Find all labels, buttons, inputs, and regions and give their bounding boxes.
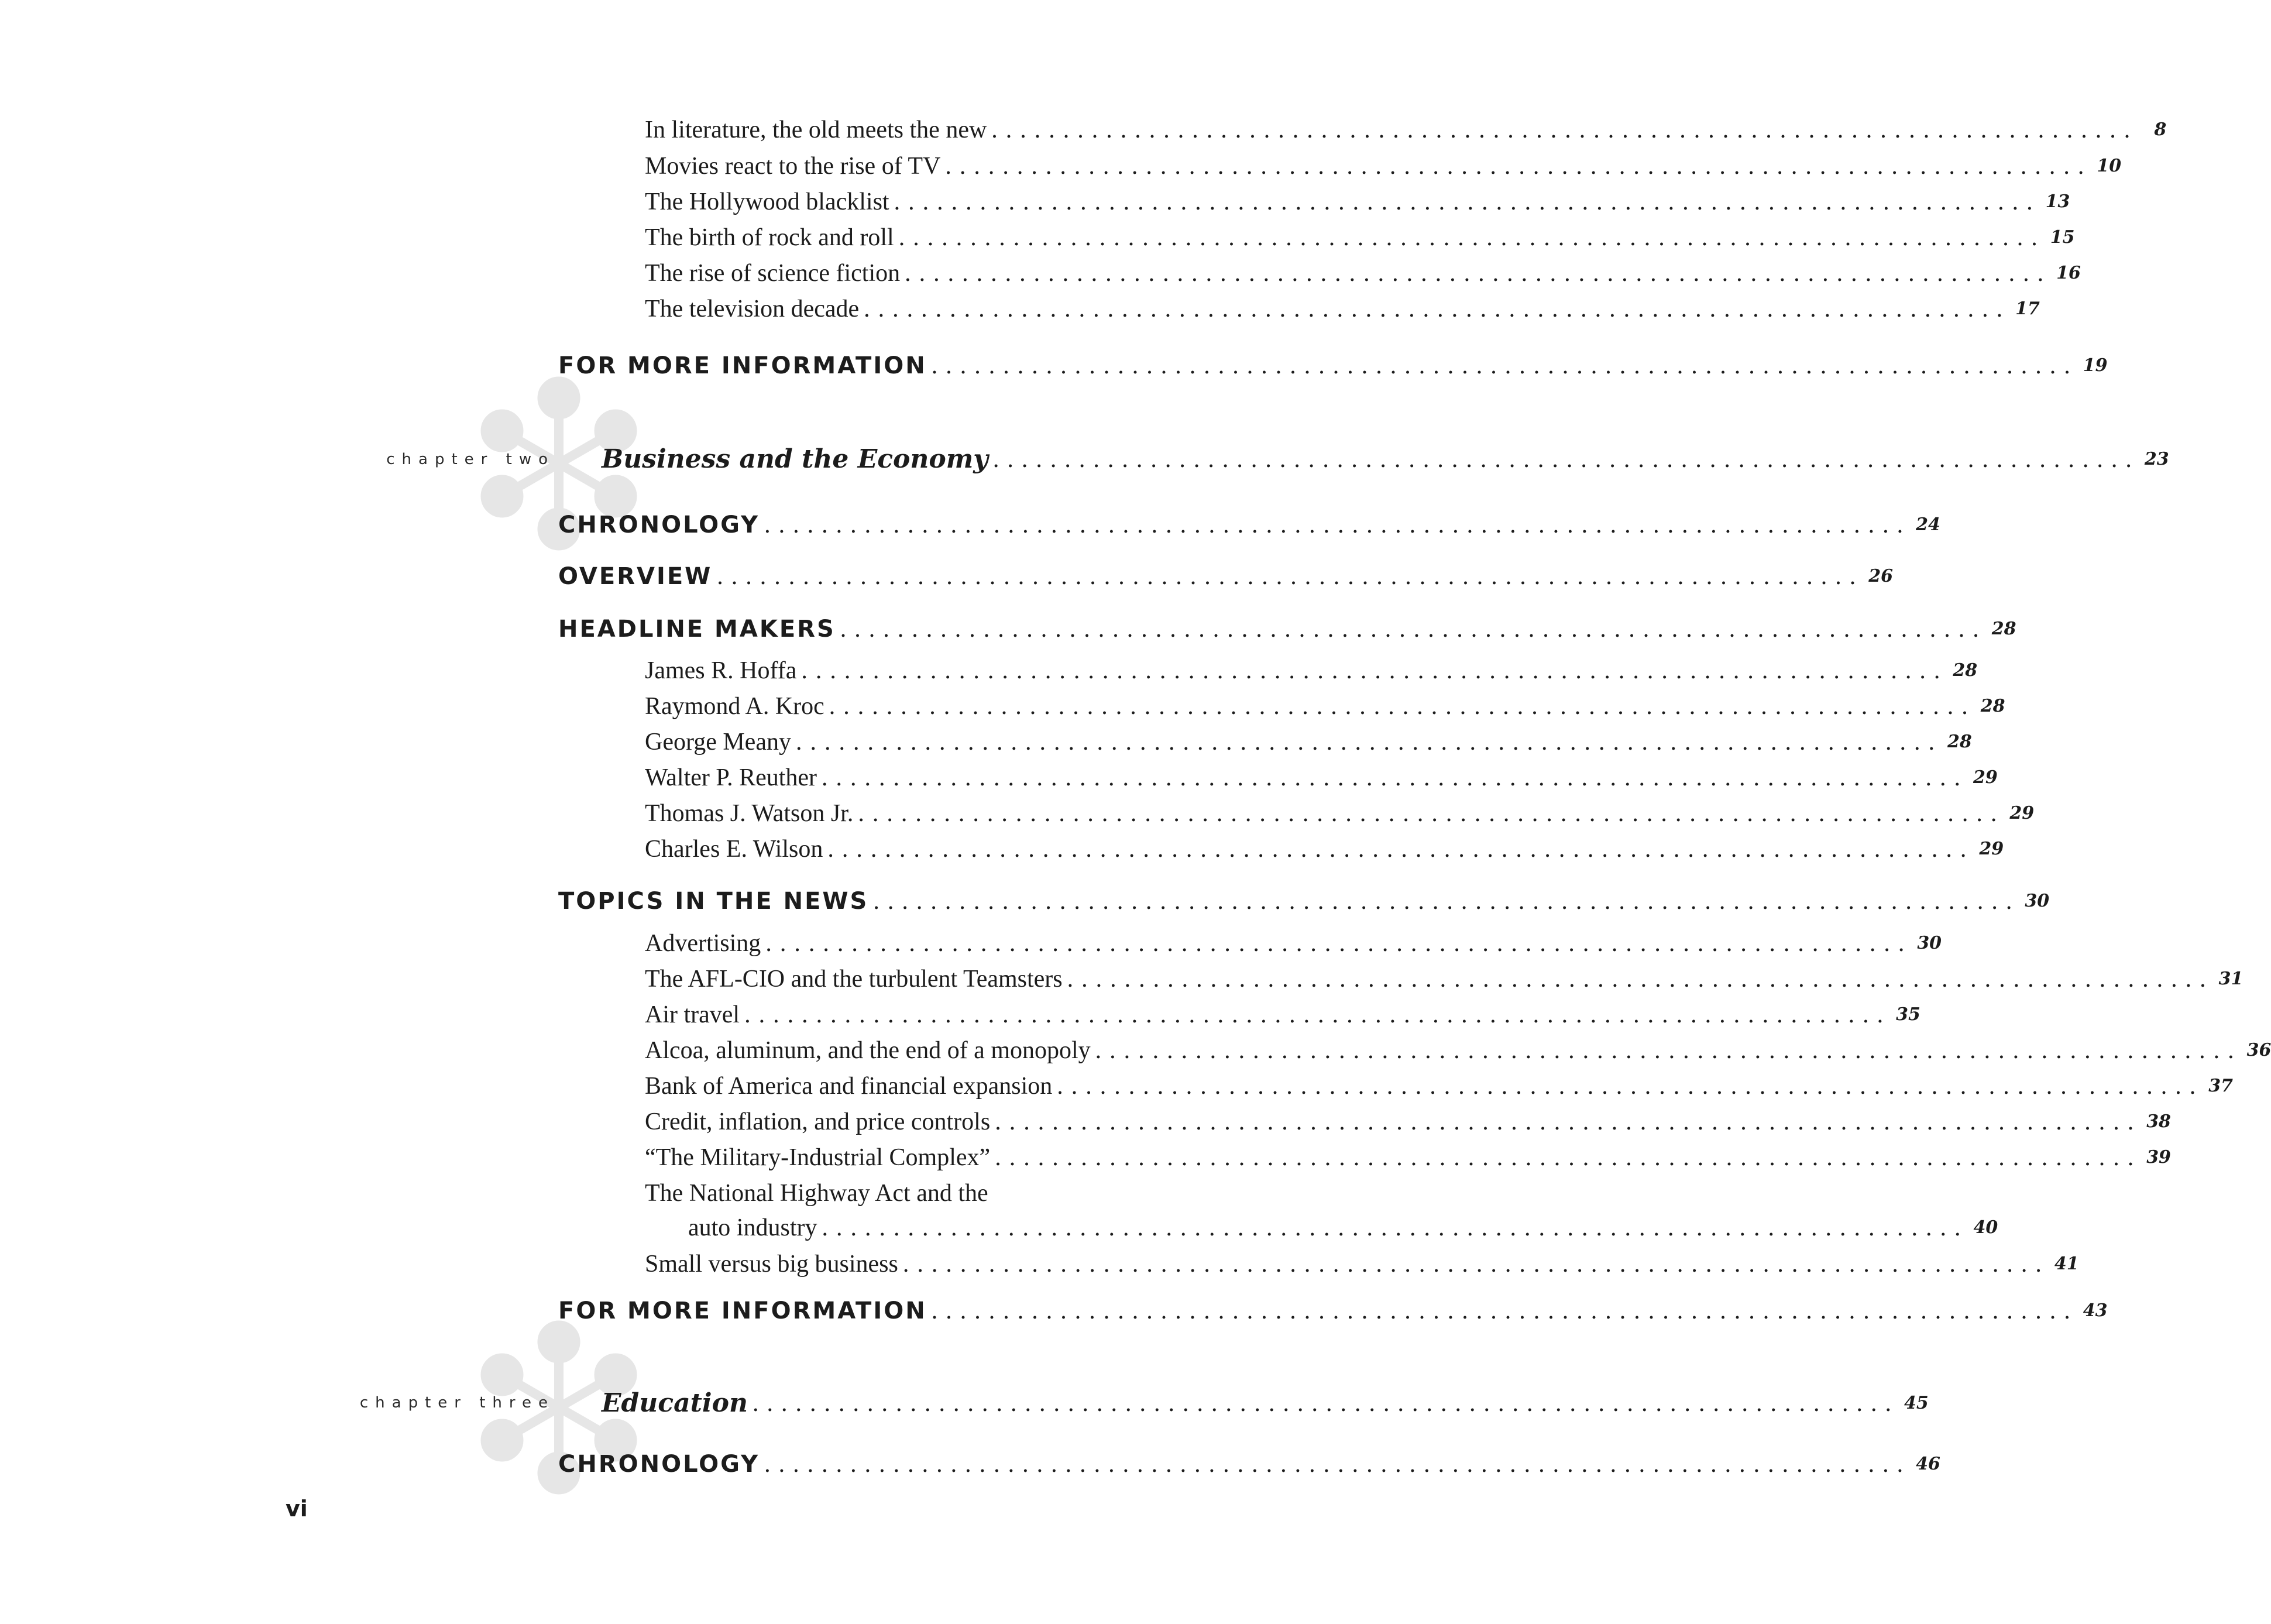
toc-heading-title: TOPICS IN THE NEWS (558, 888, 869, 915)
toc-entry-title: Credit, inflation, and price controls (645, 1108, 991, 1135)
toc-entry-page: 29 (1979, 839, 2004, 859)
toc-entry[interactable] (645, 832, 2004, 867)
chapter-title-text: Business and the Economy (602, 444, 988, 474)
toc-entry-title: Thomas J. Watson Jr. (645, 800, 854, 827)
dot-leader: ................................................................................ (765, 930, 1913, 957)
toc-heading-page: 30 (2025, 891, 2050, 911)
toc-entry-page: 37 (2208, 1076, 2234, 1096)
toc-entry-title: Bank of America and financial expansion (645, 1073, 1053, 1100)
toc-entry-title: The AFL-CIO and the turbulent Teamsters (645, 966, 1063, 993)
page-number: vi (286, 1496, 308, 1522)
toc-entry-continuation[interactable] (688, 1210, 1998, 1245)
dot-leader: ................................................................................ (931, 1297, 2078, 1324)
toc-entry-title: Movies react to the rise of TV (645, 153, 941, 180)
toc-entry-page: 28 (1980, 696, 2005, 716)
toc-heading-page: 46 (1916, 1454, 1940, 1474)
toc-entry-page: 35 (1896, 1004, 1920, 1025)
dot-leader: ................................................................................ (995, 1108, 2142, 1135)
toc-entry-page: 15 (2050, 227, 2075, 248)
dot-leader: ................................................................................ (764, 511, 1912, 538)
toc-heading-title: CHRONOLOGY (558, 1451, 760, 1478)
toc-entry-page: 13 (2045, 191, 2070, 212)
dot-leader: ................................................................................ (931, 352, 2078, 379)
dot-leader: ................................................................................ (795, 729, 1943, 756)
toc-entry-page: 41 (2054, 1254, 2079, 1274)
toc-heading-page: 26 (1868, 566, 1894, 586)
toc-heading-page: 43 (2083, 1300, 2108, 1321)
dot-leader: ................................................................................ (764, 1451, 1912, 1478)
dot-leader: ................................................................................ (827, 836, 1975, 863)
dot-leader: ................................................................................ (801, 657, 1949, 684)
toc-entry-title: James R. Hoffa (645, 657, 797, 684)
toc-section-heading[interactable] (558, 345, 2108, 386)
dot-leader: ................................................................................ (873, 888, 2021, 915)
toc-entry-page: 8 (2154, 119, 2167, 140)
toc-entry-title: Advertising (645, 930, 761, 957)
toc-entry-title: Alcoa, aluminum, and the end of a monopoly (645, 1037, 1091, 1064)
toc-heading-page: 28 (1991, 619, 2016, 639)
toc-heading-title: OVERVIEW (558, 563, 713, 590)
chapter-title-page: 45 (1904, 1393, 1929, 1413)
toc-entry[interactable] (645, 653, 1978, 688)
dot-leader: ................................................................................ (822, 764, 1969, 791)
toc-entry-page: 29 (1973, 767, 1998, 788)
toc-section-heading[interactable] (558, 504, 1940, 545)
dot-leader: ................................................................................ (717, 563, 1864, 590)
toc-entry-title: “The Military-Industrial Complex” (645, 1144, 991, 1171)
toc-entry-page: 29 (2009, 803, 2035, 823)
dot-leader: ................................................................................ (945, 153, 2093, 180)
toc-entry-title: The birth of rock and roll (645, 224, 894, 251)
toc-section-heading[interactable] (558, 556, 1894, 597)
chapter-label: chapter two (386, 451, 555, 468)
dot-leader: ................................................................................ (840, 616, 1987, 643)
toc-entry-page: 10 (2097, 156, 2122, 176)
toc-entry[interactable] (645, 725, 1972, 760)
dot-leader: ................................................................................ (991, 116, 2139, 143)
toc-entry[interactable] (645, 796, 2035, 831)
toc-entry-page: 40 (1973, 1217, 1998, 1238)
toc-entry[interactable] (645, 112, 2167, 147)
toc-heading-title: FOR MORE INFORMATION (558, 1297, 927, 1324)
chapter-title-text: Education (602, 1388, 748, 1418)
toc-entry-title: The National Highway Act and the (645, 1180, 988, 1207)
dot-leader: ................................................................................ (995, 1144, 2142, 1171)
dot-leader: ................................................................................ (829, 693, 1976, 720)
toc-section-heading[interactable] (558, 881, 2050, 922)
dot-leader: ................................................................................ (894, 188, 2041, 215)
toc-entry[interactable] (645, 149, 2122, 184)
toc-entry[interactable] (645, 1033, 2271, 1068)
toc-entry-page: 36 (2246, 1040, 2271, 1060)
toc-entry-title: In literature, the old meets the new (645, 116, 987, 143)
toc-entry-first-line[interactable] (645, 1176, 1132, 1211)
toc-entry[interactable] (645, 997, 1920, 1032)
toc-entry[interactable] (645, 962, 2243, 997)
toc-entry[interactable] (645, 291, 2040, 327)
dot-leader: ................................................................................ (898, 224, 2046, 251)
toc-entry[interactable] (645, 184, 2070, 219)
toc-entry-title: The Hollywood blacklist (645, 188, 889, 215)
toc-entry[interactable] (645, 760, 1998, 795)
toc-entry-title: The television decade (645, 296, 860, 322)
chapter-title[interactable] (602, 436, 2169, 483)
dot-leader: ................................................................................ (1095, 1037, 2242, 1064)
dot-leader: ................................................................................ (752, 1390, 1899, 1417)
toc-entry-page: 17 (2015, 298, 2040, 319)
dot-leader: ................................................................................ (744, 1001, 1892, 1028)
toc-entry[interactable] (645, 220, 2075, 255)
toc-entry-page: 28 (1947, 732, 1972, 752)
toc-heading-page: 24 (1916, 514, 1940, 535)
toc-section-heading[interactable] (558, 1290, 2108, 1331)
toc-section-heading[interactable] (558, 609, 2016, 650)
dot-leader: ................................................................................ (864, 296, 2011, 322)
toc-entry-page: 30 (1917, 933, 1942, 953)
toc-entry-title: Raymond A. Kroc (645, 693, 824, 720)
toc-entry[interactable] (645, 1104, 2171, 1139)
toc-entry-page: 31 (2218, 969, 2243, 989)
toc-entry-page: 16 (2056, 263, 2081, 283)
dot-leader: ................................................................................ (822, 1214, 1969, 1241)
toc-entry-title: The rise of science fiction (645, 260, 901, 287)
toc-entry-title: Charles E. Wilson (645, 836, 823, 863)
toc-entry[interactable] (645, 1069, 2234, 1104)
toc-entry[interactable] (645, 1247, 2079, 1282)
toc-entry-title: Small versus big business (645, 1251, 898, 1278)
toc-entry[interactable] (645, 689, 2005, 724)
dot-leader: ................................................................................ (858, 800, 2005, 827)
toc-heading-title: HEADLINE MAKERS (558, 616, 836, 643)
toc-entry-title: Walter P. Reuther (645, 764, 817, 791)
toc-entry-page: 39 (2146, 1147, 2171, 1168)
toc-heading-title: CHRONOLOGY (558, 511, 760, 538)
chapter-title-page: 23 (2144, 449, 2169, 469)
toc-entry[interactable] (645, 926, 1942, 961)
toc-entry-title: auto industry (688, 1214, 817, 1241)
toc-entry[interactable] (645, 1140, 2171, 1175)
dot-leader: ................................................................................ (1057, 1073, 2204, 1100)
toc-heading-page: 19 (2083, 355, 2108, 376)
dot-leader: ................................................................................ (905, 260, 2052, 287)
toc-entry-page: 28 (1953, 660, 1978, 681)
toc-entry-page: 38 (2146, 1111, 2171, 1132)
chapter-title[interactable] (602, 1380, 1929, 1427)
dot-leader: ................................................................................ (1067, 966, 2214, 993)
toc-entry-title: Air travel (645, 1001, 740, 1028)
dot-leader: ................................................................................ (902, 1251, 2050, 1278)
chapter-label: chapter three (359, 1394, 555, 1412)
toc-section-heading[interactable] (558, 1444, 1940, 1485)
dot-leader: ................................................................................ (992, 446, 2140, 473)
toc-entry[interactable] (645, 256, 2081, 291)
toc-entry-title: George Meany (645, 729, 791, 756)
toc-heading-title: FOR MORE INFORMATION (558, 352, 927, 379)
